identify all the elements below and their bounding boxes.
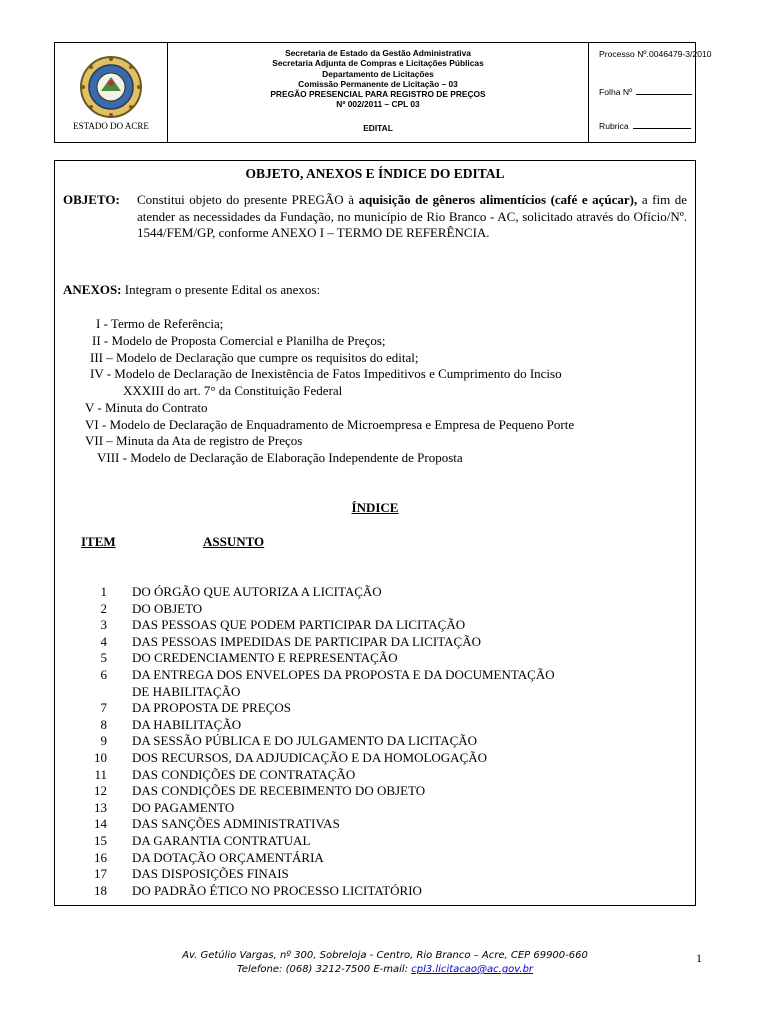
index-number: 15 — [94, 833, 107, 848]
index-subject: DA PROPOSTA DE PREÇOS — [132, 700, 291, 716]
index-number: 8 — [100, 716, 107, 732]
objeto-body — [137, 192, 687, 242]
footer-address: Av. Getúlio Vargas, nº 300, Sobreloja - Centro, Rio Branco – Acre, CEP 69900-660 — [182, 950, 588, 961]
annex-item: XXXIII do art. 7° da Constituição Federal — [123, 383, 343, 398]
folha-label: Folha Nº — [599, 87, 633, 97]
objeto-paragraph — [63, 192, 687, 242]
index-row — [85, 866, 289, 882]
index-row — [85, 833, 311, 849]
index-subject: DAS DISPOSIÇÕES FINAIS — [132, 866, 289, 882]
footer-phone: Telefone: (068) 3212-7500 E-mail: — [236, 964, 409, 975]
index-subject: DA GARANTIA CONTRATUAL — [132, 833, 311, 848]
index-subject: DO OBJETO — [132, 600, 203, 616]
index-subject: DE HABILITAÇÃO — [132, 683, 241, 699]
index-row — [85, 783, 426, 799]
rubrica-field — [599, 121, 691, 131]
annex-item: VII – Minuta da Ata de registro de Preços — [85, 433, 303, 448]
index-subject: DO ÓRGÃO QUE AUTORIZA A LICITAÇÃO — [132, 584, 382, 599]
document-header — [54, 42, 712, 143]
rubrica-blank — [633, 127, 691, 129]
annex-item: VI - Modelo de Declaração de Enquadramento de Microempresa e Empresa de Pequeno Porte — [85, 417, 575, 432]
annex-item: I - Termo de Referência; — [96, 316, 224, 331]
index-subject: DAS SANÇÕES ADMINISTRATIVAS — [132, 816, 340, 832]
index-subject: DAS CONDIÇÕES DE CONTRATAÇÃO — [132, 766, 356, 782]
index-subject: DAS PESSOAS IMPEDIDAS DE PARTICIPAR DA LICITAÇÃO — [132, 633, 482, 649]
state-coat-of-arms-logo — [79, 55, 143, 119]
footer-contact — [0, 963, 770, 977]
objeto-bold: aquisição de gêneros alimentícios (café e açúcar), — [358, 192, 638, 207]
logo-cell — [55, 43, 168, 142]
index-number: 18 — [94, 882, 107, 898]
header-line: Secretaria Adjunta de Compras e Licitações Públicas — [272, 58, 484, 69]
folha-blank — [636, 93, 692, 95]
state-label: ESTADO DO ACRE — [73, 121, 149, 131]
index-number: 10 — [94, 750, 107, 765]
index-row — [85, 799, 235, 816]
index-row — [85, 683, 241, 700]
index-row — [85, 849, 324, 866]
header-right — [589, 43, 712, 142]
header-line: Secretaria de Estado da Gestão Administrativa — [285, 48, 471, 58]
annex-item: V - Minuta do Contrato — [85, 400, 208, 415]
index-subject: DOS RECURSOS, DA ADJUDICAÇÃO E DA HOMOLOGAÇÃO — [132, 750, 488, 765]
objeto-prefix: Constitui objeto do presente PREGÃO à — [137, 192, 359, 207]
annex-item: III – Modelo de Declaração que cumpre os requisitos do edital; — [90, 350, 419, 365]
index-subject: DA ENTREGA DOS ENVELOPES DA PROPOSTA E DA DOCUMENTAÇÃO — [132, 667, 555, 682]
header-center — [168, 43, 589, 142]
index-number: 1 — [100, 584, 107, 599]
anexos-text: Integram o presente Edital os anexos: — [121, 282, 321, 297]
index-subject: DO PAGAMENTO — [132, 799, 235, 815]
index-subject: DAS PESSOAS QUE PODEM PARTICIPAR DA LICITAÇÃO — [132, 617, 466, 633]
index-number: 2 — [100, 600, 107, 616]
index-number: 7 — [100, 700, 107, 716]
index-row — [85, 816, 340, 832]
header-line: PREGÃO PRESENCIAL PARA REGISTRO DE PREÇOS — [270, 89, 486, 100]
index-number: 3 — [100, 617, 107, 633]
rubrica-label: Rubrica — [599, 121, 629, 131]
header-line: Nº 002/2011 – CPL 03 — [336, 99, 420, 110]
anexos-line — [63, 282, 320, 298]
index-subject: DO PADRÃO ÉTICO NO PROCESSO LICITATÓRIO — [132, 882, 422, 898]
index-row — [85, 750, 488, 766]
index-row — [85, 716, 242, 733]
annex-item: II - Modelo de Proposta Comercial e Planilha de Preços; — [92, 333, 386, 348]
index-number: 14 — [94, 816, 107, 832]
page-number: 1 — [696, 951, 702, 965]
index-number: 4 — [100, 633, 107, 649]
annex-item: VIII - Modelo de Declaração de Elaboração Independente de Proposta — [97, 450, 463, 465]
index-subject: DA HABILITAÇÃO — [132, 716, 242, 732]
index-number: 17 — [94, 866, 107, 882]
index-row — [85, 882, 422, 899]
index-row — [85, 584, 382, 600]
index-row — [85, 633, 482, 650]
index-number: 16 — [94, 849, 107, 865]
index-subject: DA SESSÃO PÚBLICA E DO JULGAMENTO DA LICITAÇÃO — [132, 733, 478, 749]
indice-title: ÍNDICE — [351, 500, 399, 515]
objeto-rest: a fim de atender as necessidades da Fundação, no município de Rio Branco - AC, solicitado através do Ofício/Nº. 1544/FEM/GP, conforme ANEXO I – TERMO DE REFERÊNCIA. — [137, 192, 688, 240]
edital-label: EDITAL — [363, 123, 393, 133]
index-row — [85, 733, 478, 749]
index-row — [85, 617, 466, 633]
folha-field — [599, 87, 692, 97]
index-number: 13 — [94, 799, 107, 815]
index-row — [85, 766, 356, 783]
annex-item: IV - Modelo de Declaração de Inexistência de Fatos Impeditivos e Cumprimento do Inciso — [90, 366, 562, 381]
page-footer — [0, 949, 770, 977]
index-row — [85, 700, 291, 716]
index-subject: DAS CONDIÇÕES DE RECEBIMENTO DO OBJETO — [132, 783, 426, 799]
section-title: OBJETO, ANEXOS E ÍNDICE DO EDITAL — [245, 166, 505, 181]
anexos-label: ANEXOS: — [63, 282, 122, 297]
processo-number: Processo Nº.0046479-3/2010 — [599, 49, 712, 59]
index-row — [85, 650, 398, 666]
index-number: 5 — [100, 650, 107, 666]
index-row — [85, 667, 555, 683]
footer-email-link[interactable]: cpl3.licitacao@ac.gov.br — [411, 964, 534, 975]
index-number: 12 — [94, 783, 107, 799]
header-line: Comissão Permanente de Licitação – 03 — [298, 78, 458, 89]
header-line: Departamento de Licitações — [322, 68, 434, 79]
column-header-item: ITEM — [81, 534, 116, 549]
index-subject: DA DOTAÇÃO ORÇAMENTÁRIA — [132, 849, 324, 865]
index-subject: DO CREDENCIAMENTO E REPRESENTAÇÃO — [132, 650, 398, 666]
index-row — [85, 600, 203, 617]
objeto-label: OBJETO: — [63, 192, 120, 207]
index-number: 6 — [100, 667, 107, 682]
content-box — [54, 160, 696, 906]
index-number: 11 — [94, 766, 107, 782]
index-number: 9 — [100, 733, 107, 749]
column-header-assunto: ASSUNTO — [203, 534, 265, 549]
